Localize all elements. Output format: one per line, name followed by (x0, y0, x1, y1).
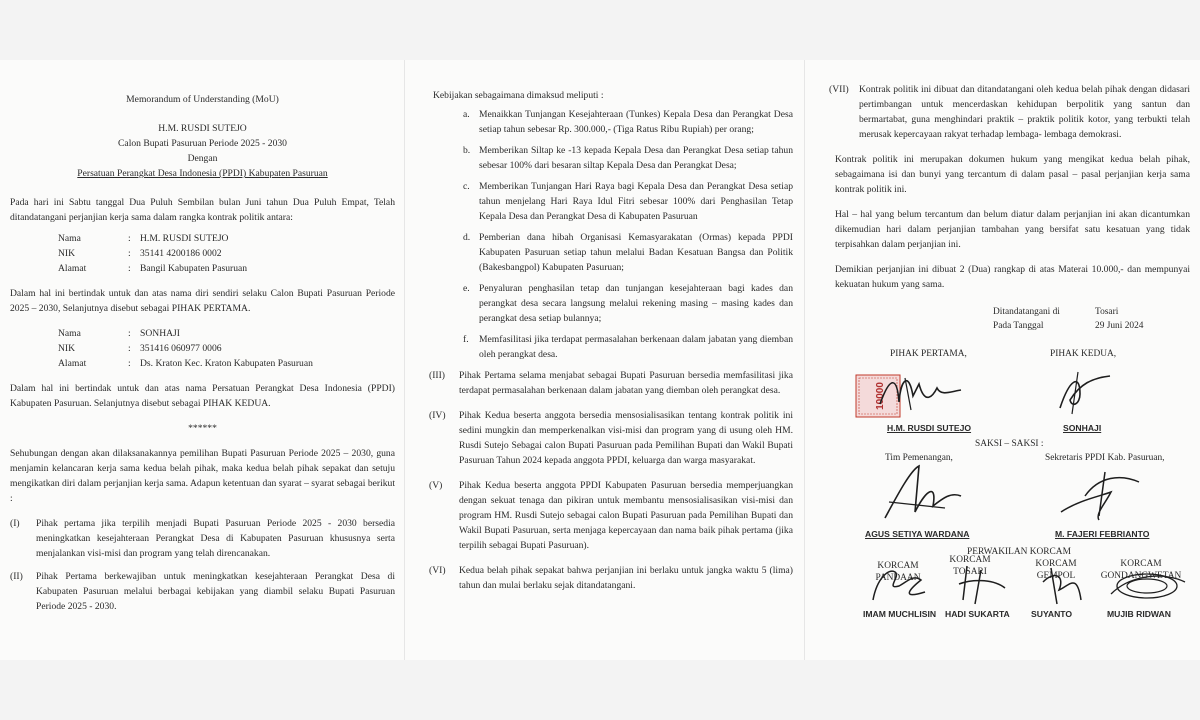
signature-section (835, 292, 1190, 622)
party2-name: SONHAJI (1063, 423, 1102, 433)
counterparty-heading: Persatuan Perangkat Desa Indonesia (PPDI) Kabupaten Pasuruan (77, 168, 328, 179)
policy-item: e. Penyaluran penghasilan tetap dan tunjangan kesejahteraan bagi kades dan perangkat desa secara langsung melalui rekening masing – masing kades dan perangkat desa setiap bulannya; (463, 283, 793, 324)
korcam-title: KORCAM (1035, 559, 1077, 569)
page-1 (0, 60, 405, 660)
closing-paragraph: Demikian perjanjian ini dibuat 2 (Dua) rangkap di atas Materai 10.000,- dan mempunyai kekuatan hukum yang sama. (835, 264, 1190, 290)
stamp-value: 10000 (875, 382, 886, 410)
binding-paragraph: Kontrak politik ini merupakan dokumen hukum yang mengikat kedua belah pihak, sebagaimana isi dan bunyi yang tercantum di dalam pasal – pasal perjanjian kerja sama kontrak politik ini. (835, 154, 1190, 195)
clause-5: (V) Pihak Kedua beserta anggota PPDI Kabupaten Pasuruan bersedia memperjuangkan dengan sekuat tenaga dan pikiran untuk membantu mensosialisasikan visi-misi dan program HM. Rusdi Sutejo sebagai calon Bupati Pasuruan pada Pemilihan Bupati dan Wakil Bupati Pasuruan, serta menjaga kepercayaan dan nama baik pihak pertama (jika terpilih sebagai Bupati Pasuruan). (429, 480, 793, 551)
witness2-signature (1055, 466, 1145, 526)
date-value: 29 Juni 2024 (1095, 321, 1144, 331)
clause-3: (III) Pihak Pertama selama menjabat sebagai Bupati Pasuruan bersedia memfasilitasi jika terdapat permasalahan berkenaan dalam jabatan yang diemban oleh perangkat desa. (429, 370, 793, 396)
korcam-title: KORCAM (877, 561, 919, 571)
witness1-role: Tim Pemenangan, (885, 453, 953, 463)
doc-title: Memorandum of Understanding (MoU) (126, 94, 279, 105)
witness-label: SAKSI – SAKSI : (975, 439, 1044, 449)
party1-name: H.M. RUSDI SUTEJO (887, 423, 972, 433)
signed-at-value: Tosari (1095, 307, 1119, 317)
party1-signature (875, 366, 965, 416)
separator: ****** (188, 423, 217, 434)
party2-signature (1050, 364, 1120, 418)
witness2-role: Sekretaris PPDI Kab. Pasuruan, (1045, 453, 1165, 463)
korcam-area: GEMPOL (1036, 571, 1076, 581)
policy-intro: Kebijakan sebagaimana dimaksud meliputi : (433, 90, 604, 101)
policy-item: d. Pemberian dana hibah Organisasi Kemasyarakatan (Ormas) kepada PPDI Kabupaten Pasuruan setiap tahun melalui Badan Kesatuan Bangsa dan Politik (Bakesbangpol) Kabupaten Pasuruan; (463, 232, 793, 273)
korcam-area: GONDANGWETAN (1100, 571, 1182, 581)
witness1-signature (875, 462, 965, 526)
additional-paragraph: Hal – hal yang belum tercantum dan belum diatur dalam perjanjian ini akan dicantumkan dikemudian hari dalam perjanjian tambahan yang bersifat satu kesatuan yang tidak terpisahkan dalam perjanjian ini. (835, 209, 1190, 250)
date-label: Pada Tanggal (993, 321, 1044, 331)
party2-identity: Nama : SONHAJI NIK : 351416 060977 0006 Alamat : Ds. Kraton Kec. Kraton Kabupaten Pasuruan (58, 328, 313, 369)
witness1-name: AGUS SETIYA WARDANA (865, 529, 970, 539)
clause-4: (IV) Pihak Kedua beserta anggota bersedia mensosialisasikan tentang kontrak politik ini sedini mungkin dan memperkenalkan visi-misi dan program yang di usung oleh HM. Rusdi Sutejo Sebagai calon Bupati Pasuruan pada Pemilihan Bupati dan Wakil Bupati Pasuruan Tahun 2024 kepada anggota PPDI, keluarga dan warga masyarakat. (429, 410, 793, 466)
korcam-name: IMAM MUCHLISIN (863, 609, 937, 619)
page-3 (805, 60, 1200, 660)
party1-label: PIHAK PERTAMA, (890, 349, 967, 359)
signed-at-label: Ditandatangani di (993, 307, 1060, 317)
korcam-title: KORCAM (949, 555, 991, 565)
korcam-area: TOSARI (953, 567, 987, 577)
opening-paragraph: Pada hari ini Sabtu tanggal Dua Puluh Sembilan bulan Juni tahun Dua Puluh Empat, Telah ditandatangani perjanjian kerja sama dalam rangka kontrak politik antara: (10, 197, 395, 223)
page-divider (404, 60, 405, 660)
policy-item: f. Memfasilitasi jika terdapat permasalahan berkenaan dalam jabatan yang diemban oleh perangkat desa. (463, 334, 793, 360)
clause-1: (I) Pihak pertama jika terpilih menjadi Bupati Pasuruan Periode 2025 - 2030 bersedia meningkatkan kesejahteraan Perangkat Desa di Kabupaten Pasuruan khususnya serta menjalankan visi-misi dan program yang telah direncanakan. (10, 518, 395, 559)
policy-item: c. Memberikan Tunjangan Hari Raya bagi Kepala Desa dan Perangkat Desa setiap tahun menjelang Hari Raya Idul Fitri sebesar 100% dari Penghasilan Tetap Kepala Desa dan Perangkat Desa di Kabupaten Pasuruan (463, 181, 793, 222)
party2-label: PIHAK KEDUA, (1050, 349, 1117, 359)
with-heading: Dengan (187, 153, 218, 164)
party1-description: Dalam hal ini bertindak untuk dan atas nama diri sendiri selaku Calon Bupati Pasuruan Periode 2025 – 2030, Selanjutnya disebut sebagai PIHAK PERTAMA. (10, 288, 395, 314)
page-divider (804, 60, 805, 660)
party-role-heading: Calon Bupati Pasuruan Periode 2025 - 2030 (118, 138, 287, 149)
korcam-signatures (855, 560, 1195, 606)
korcam-name: HADI SUKARTA (945, 609, 1010, 619)
clause-2: (II) Pihak Pertama berkewajiban untuk meningkatkan kesejahteraan Perangkat Desa di Kabupaten Pasuruan melalui berbagai kebijakan yang diambil selaku Bupati Pasuruan Periode 2025 - 2030. (10, 571, 395, 612)
policy-item: b. Memberikan Siltap ke -13 kepada Kepala Desa dan Perangkat Desa setiap tahun sebesar 100% dari besaran siltap Kepala Desa dan Perangkat Desa; (463, 145, 793, 171)
clause-7: (VII) Kontrak politik ini dibuat dan ditandatangani oleh kedua belah pihak dengan didasari pertimbangan untuk mencerdaskan kehidupan berpolitik yang santun dan bermartabat, guna menghindari praktik – praktik politik kotor, yang terbukti telah merusak kepercayaan rakyat terhadap lembaga- lembaga demokrasi. (829, 84, 1190, 140)
policy-item: a. Menaikkan Tunjangan Kesejahteraan (Tunkes) Kepala Desa dan Perangkat Desa setiap tahun sebesar Rp. 300.000,- (Tiga Ratus Ribu Rupiah) per orang; (463, 109, 793, 135)
witness2-name: M. FAJERI FEBRIANTO (1055, 529, 1150, 539)
page-2 (405, 60, 805, 660)
korcam-title: KORCAM (1120, 559, 1162, 569)
korcam-label: PERWAKILAN KORCAM (967, 547, 1071, 557)
party2-description: Dalam hal ini bertindak untuk dan atas nama Persatuan Perangkat Desa Indonesia (PPDI) Kabupaten Pasuruan. Selanjutnya disebut sebagai PIHAK KEDUA. (10, 383, 395, 409)
korcam-name: MUJIB RIDWAN (1107, 609, 1171, 619)
clause-6: (VI) Kedua belah pihak sepakat bahwa perjanjian ini berlaku untuk jangka waktu 5 (lima) tahun dan mulai berlaku sejak ditandatangani. (429, 565, 793, 591)
party1-identity: Nama : H.M. RUSDI SUTEJO NIK : 35141 4200186 0002 Alamat : Bangil Kabupaten Pasuruan (58, 233, 248, 274)
intro-paragraph: Sehubungan dengan akan dilaksanakannya pemilihan Bupati Pasuruan Periode 2025 – 2030, guna menjamin kelancaran kerja sama kedua belah pihak, maka kedua belah pihak sepakat dan setuju mengikatkan diri dalam perjanjian kerja sama. Adapun ketentuan dan syarat – syarat sebagai berikut : (10, 448, 395, 504)
policy-list (463, 107, 793, 362)
party-name-heading: H.M. RUSDI SUTEJO (158, 123, 247, 134)
korcam-name: SUYANTO (1031, 609, 1073, 619)
korcam-area: PANDAAN (875, 573, 921, 583)
